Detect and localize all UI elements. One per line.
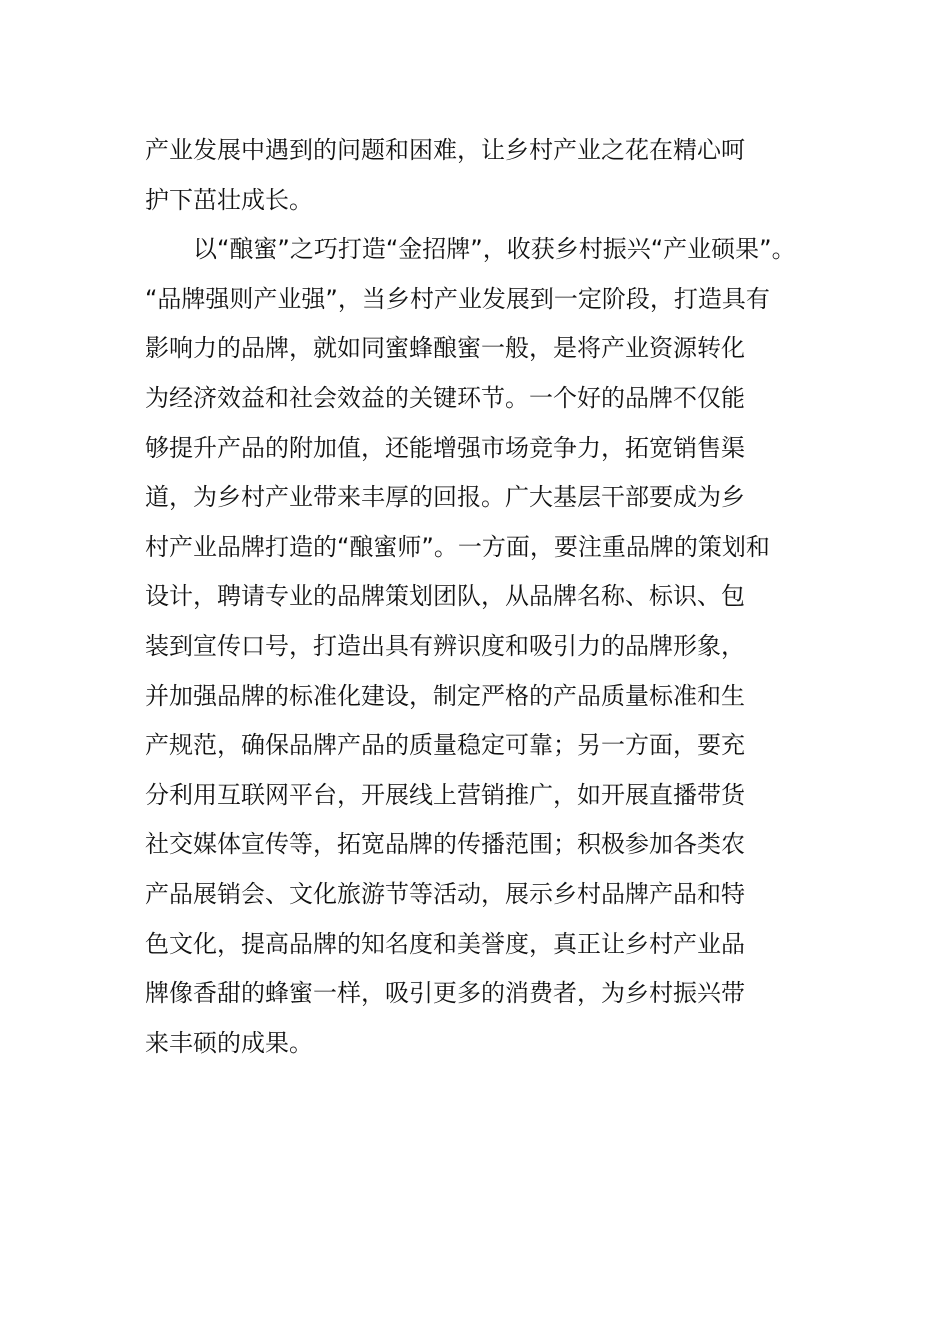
text-line-12: 并加强品牌的标准化建设，制定严格的产品质量标准和生 [145, 681, 745, 710]
text-line-4: “品牌强则产业强”，当乡村产业发展到一定阶段，打造具有 [145, 284, 770, 313]
text-line-10: 设计，聘请专业的品牌策划团队，从品牌名称、标识、包 [145, 582, 745, 611]
text-line-5: 影响力的品牌，就如同蜜蜂酿蜜一般，是将产业资源转化 [145, 334, 745, 363]
text-line-6: 为经济效益和社会效益的关键环节。一个好的品牌不仅能 [145, 383, 745, 412]
text-line-19: 来丰硕的成果。 [145, 1028, 313, 1057]
text-line-17: 色文化，提高品牌的知名度和美誉度，真正让乡村产业品 [145, 929, 745, 958]
text-line-9: 村产业品牌打造的“酿蜜师”。一方面，要注重品牌的策划和 [145, 532, 770, 561]
text-line-15: 社交媒体宣传等，拓宽品牌的传播范围；积极参加各类农 [145, 830, 745, 859]
text-line-8: 道，为乡村产业带来丰厚的回报。广大基层干部要成为乡 [145, 483, 745, 512]
text-line-18: 牌像香甜的蜂蜜一样，吸引更多的消费者，为乡村振兴带 [145, 979, 745, 1008]
text-line-11: 装到宣传口号，打造出具有辨识度和吸引力的品牌形象， [145, 631, 745, 660]
text-line-1: 产业发展中遇到的问题和困难，让乡村产业之花在精心呵 [145, 136, 745, 164]
text-line-7: 够提升产品的附加值，还能增强市场竞争力，拓宽销售渠 [145, 433, 745, 462]
text-line-13: 产规范，确保品牌产品的质量稳定可靠；另一方面，要充 [145, 731, 745, 760]
text-line-2: 护下茁壮成长。 [145, 185, 313, 214]
text-line-3: 以“酿蜜”之巧打造“金招牌”，收获乡村振兴“产业硕果”。 [145, 235, 796, 264]
text-line-14: 分利用互联网平台，开展线上营销推广，如开展直播带货 [145, 780, 745, 809]
text-line-16: 产品展销会、文化旅游节等活动，展示乡村品牌产品和特 [145, 879, 745, 908]
body-text [145, 126, 825, 1068]
